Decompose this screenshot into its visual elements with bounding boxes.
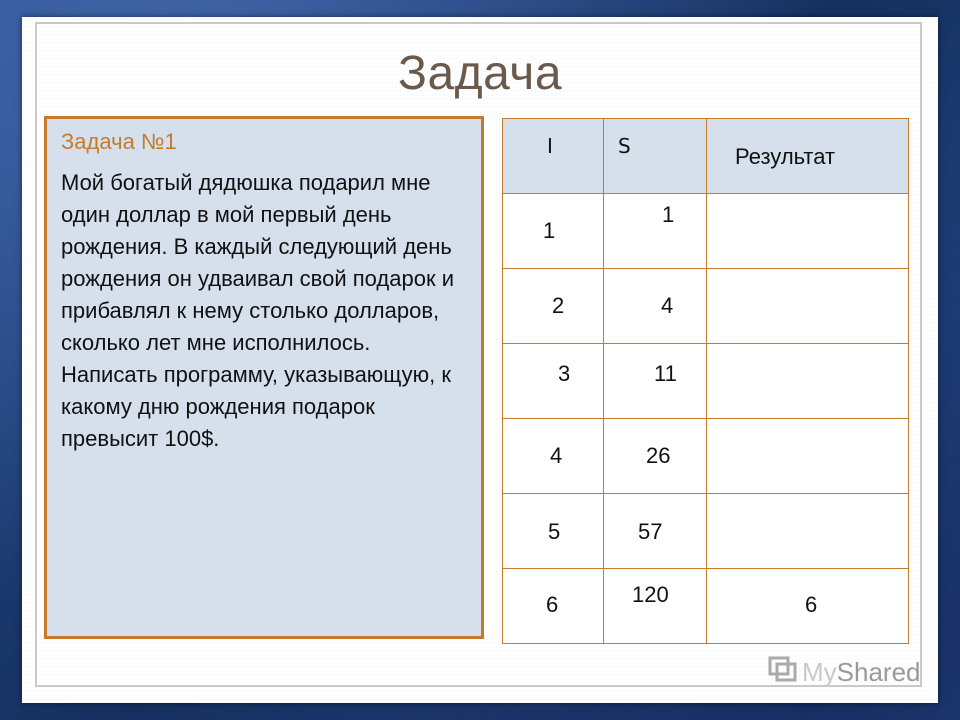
cell-i: [503, 494, 604, 569]
cell-result: [707, 569, 909, 644]
cell-i: [503, 269, 604, 344]
s-value: 4: [661, 293, 674, 318]
header-i-cell: [503, 119, 604, 194]
cell-result: [707, 419, 909, 494]
myshared-logo-icon: [768, 655, 798, 690]
s-value: 1: [662, 202, 675, 227]
trace-table: [502, 118, 909, 644]
table-row: [503, 344, 909, 419]
cell-s: [604, 494, 707, 569]
s-value: 57: [638, 519, 663, 544]
slide: [22, 17, 938, 703]
watermark-my: My: [802, 656, 837, 687]
header-i: I: [547, 134, 553, 158]
task-heading: Задача №1: [61, 129, 177, 154]
cell-i: [503, 419, 604, 494]
cell-i: [503, 194, 604, 269]
table-header-row: [503, 119, 909, 194]
cell-result: [707, 269, 909, 344]
cell-i: [503, 569, 604, 644]
table-row: [503, 494, 909, 569]
i-value: 2: [552, 293, 565, 318]
table-row: [503, 569, 909, 644]
cell-s: [604, 419, 707, 494]
cell-s: [604, 194, 707, 269]
task-text: Мой богатый дядюшка подарил мне один доллар в мой первый день рождения. В каждый следующий день рождения он удваивал свой подарок и прибавлял к нему столько долларов, сколько лет мне исполнилось. Написать программу, указывающую, к какому дню рождения подарок превысит 100$.: [61, 170, 454, 451]
cell-result: [707, 494, 909, 569]
s-value: 120: [632, 582, 669, 607]
cell-s: [604, 269, 707, 344]
s-value: 26: [646, 443, 671, 468]
result-value: 6: [805, 592, 818, 617]
slide-title: Задача: [397, 47, 563, 100]
watermark-shared: Shared: [836, 656, 921, 687]
table-row: [503, 194, 909, 269]
i-value: 1: [543, 218, 556, 243]
task-box: [44, 116, 484, 639]
cell-result: [707, 194, 909, 269]
cell-i: [503, 344, 604, 419]
i-value: 5: [548, 519, 561, 544]
watermark: [768, 657, 921, 687]
cell-s: [604, 569, 707, 644]
table-row: [503, 419, 909, 494]
header-s-cell: [604, 119, 707, 194]
table-row: [503, 269, 909, 344]
header-result: Результат: [735, 144, 836, 169]
i-value: 6: [546, 592, 559, 617]
i-value: 4: [550, 443, 563, 468]
header-s: S: [618, 134, 631, 158]
cell-s: [604, 344, 707, 419]
cell-result: [707, 344, 909, 419]
header-result-cell: [707, 119, 909, 194]
s-value: 11: [654, 361, 677, 386]
i-value: 3: [558, 361, 571, 386]
